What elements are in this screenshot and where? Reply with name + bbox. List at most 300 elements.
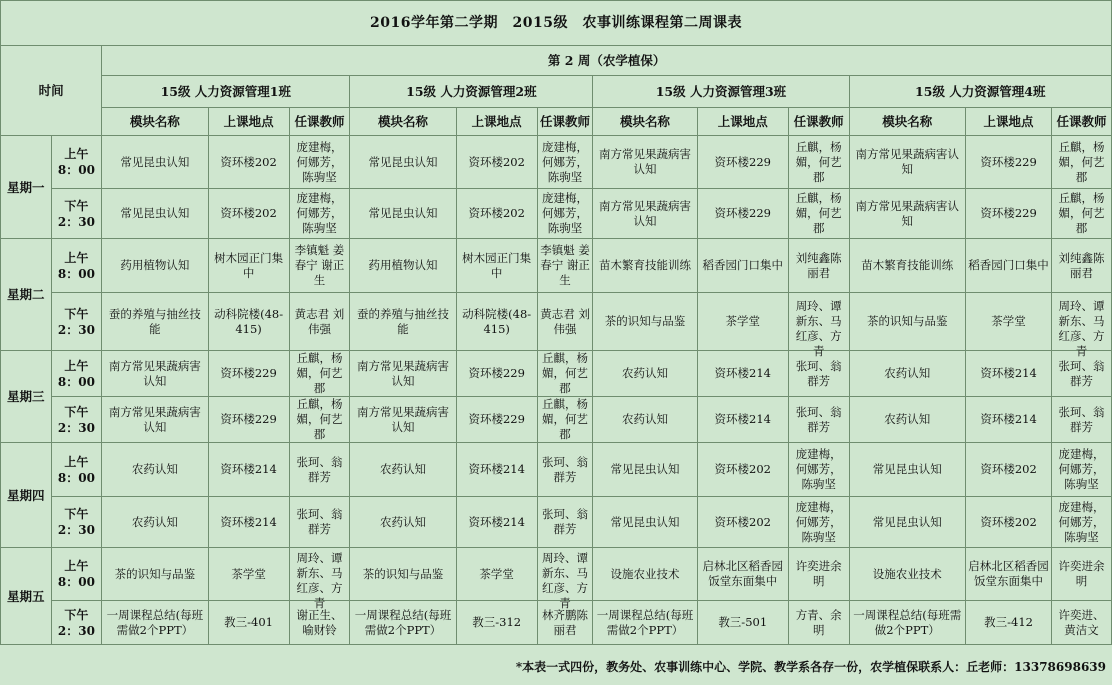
table-row — [1, 136, 1112, 189]
module-name-cell — [593, 351, 697, 397]
location-cell — [966, 397, 1052, 443]
module-name-cell — [849, 548, 965, 601]
time-label: 2：30 — [57, 214, 95, 229]
location-cell — [208, 397, 289, 443]
cell-text: 教三-412 — [984, 615, 1033, 629]
cell-text: 农药认知 — [884, 366, 931, 380]
cell-text: 南方常见果蔬病害认知 — [108, 404, 201, 434]
teacher-cell — [788, 136, 849, 189]
cell-text: 动科院楼(48-415) — [462, 306, 532, 336]
teacher-cell — [1052, 397, 1112, 443]
teacher-cell — [537, 351, 593, 397]
cell-text: 庞建梅，何娜芳，陈驹坚 — [1058, 447, 1105, 491]
teacher-cell — [289, 136, 350, 189]
module-name-cell — [350, 239, 456, 293]
teacher-cell — [289, 293, 350, 351]
cell-text: 丘麒，杨媚，何艺郡 — [795, 191, 842, 235]
cell-text: 丘麒，杨媚，何艺郡 — [296, 397, 343, 441]
cell-text: 南方常见果蔬病害认知 — [599, 147, 692, 176]
teacher-cell — [788, 189, 849, 239]
cell-text: 常见昆虫认知 — [610, 514, 680, 529]
module-name-cell — [102, 293, 208, 351]
cell-text: 谢正生、喻财铃 — [296, 607, 343, 637]
period-label: 上午 — [64, 250, 89, 265]
cell-text: 张珂、翁群芳 — [296, 507, 343, 536]
cell-text: 南方常见果蔬病害认知 — [357, 404, 449, 434]
location-cell — [966, 136, 1052, 189]
cell-text: 药用植物认知 — [368, 258, 438, 272]
cell-text: 庞建梅，何娜芳，陈驹坚 — [542, 139, 589, 184]
location-cell — [456, 293, 537, 351]
cell-text: 农药认知 — [622, 412, 669, 426]
module-name-cell — [849, 351, 965, 397]
module-name-cell — [102, 136, 208, 189]
cell-text: 一周课程总结(每班需做2个PPT） — [853, 607, 962, 637]
cell-text: 药用植物认知 — [120, 258, 190, 272]
module-name-cell — [350, 497, 456, 548]
module-name-cell — [350, 293, 456, 351]
time-slot — [51, 601, 102, 645]
cell-text: 常见昆虫认知 — [368, 154, 438, 169]
period-label: 下午 — [64, 404, 89, 419]
location-cell — [697, 497, 788, 548]
cell-text: 教三-312 — [472, 615, 522, 629]
cell-text: 许奕进、黄洁文 — [1058, 607, 1105, 637]
cell-text: 李镇魁 姜春宁 谢正生 — [294, 243, 345, 287]
period-label: 上午 — [64, 147, 89, 161]
module-name-cell — [593, 136, 697, 189]
cell-text: 常见昆虫认知 — [872, 462, 942, 476]
time-slot — [51, 351, 102, 397]
teacher-cell — [788, 397, 849, 443]
module-name-cell — [849, 397, 965, 443]
time-slot — [51, 443, 102, 497]
cell-text: 资环楼229 — [220, 412, 277, 426]
cell-text: 常见昆虫认知 — [872, 514, 942, 529]
period-label: 上午 — [64, 559, 89, 573]
teacher-cell — [1052, 189, 1112, 239]
table-row — [1, 293, 1112, 351]
time-label: 8：00 — [57, 374, 95, 389]
footer-note: *本表一式四份，教务处、农事训练中心、学院、教学系各存一份，农学植保联系人：丘老师：13378698639 — [515, 660, 1106, 674]
week-header: 第 2 周（农学植保） — [102, 46, 1112, 76]
module-name-cell — [350, 397, 456, 443]
cell-text: 设施农业技术 — [610, 566, 680, 581]
cell-text: 南方常见果蔬病害认知 — [855, 198, 960, 228]
cell-text: 许奕进余明 — [1058, 559, 1105, 588]
cell-text: 庞建梅，何娜芳，陈驹坚 — [542, 191, 589, 235]
teacher-cell — [788, 293, 849, 358]
module-name-cell — [350, 351, 456, 397]
cell-text: 茶的识知与品鉴 — [114, 566, 196, 581]
day-label: 星期五 — [1, 548, 52, 645]
module-name-cell — [593, 293, 697, 351]
cell-text: 许奕进余明 — [795, 559, 842, 588]
cell-text: 蚕的养殖与抽丝技能 — [108, 306, 201, 336]
module-name-cell — [102, 497, 208, 548]
module-name-cell — [350, 443, 456, 497]
cell-text: 丘麒，杨媚，何艺郡 — [542, 397, 589, 441]
cell-text: 张珂、翁群芳 — [542, 454, 589, 484]
location-cell — [966, 443, 1052, 497]
cell-text: 茶学堂 — [231, 566, 266, 581]
table-row — [1, 548, 1112, 601]
teacher-cell — [1052, 601, 1112, 645]
cell-text: 南方常见果蔬病害认知 — [108, 358, 201, 388]
module-name-cell — [350, 136, 456, 189]
module-name-cell — [849, 497, 965, 548]
module-name-cell — [849, 136, 965, 189]
cell-text: 资环楼202 — [980, 514, 1037, 529]
table-row — [1, 239, 1112, 293]
teacher-cell — [289, 601, 350, 645]
module-name-cell — [102, 601, 208, 645]
cell-text: 茶学堂 — [479, 566, 514, 581]
period-label: 上午 — [64, 454, 89, 469]
location-cell — [697, 397, 788, 443]
location-cell — [456, 601, 537, 645]
cell-text: 茶的识知与品鉴 — [604, 314, 686, 328]
cell-text: 农药认知 — [131, 462, 178, 476]
cell-text: 丘麒，杨媚，何艺郡 — [296, 351, 343, 395]
module-name-cell — [102, 397, 208, 443]
column-header: 模块名称 — [102, 108, 208, 136]
time-label: 2：30 — [57, 420, 95, 435]
cell-text: 一周课程总结(每班需做2个PPT） — [596, 607, 694, 637]
location-cell — [697, 601, 788, 645]
cell-text: 丘麒，杨媚，何艺郡 — [795, 139, 842, 184]
location-cell — [208, 239, 289, 293]
cell-text: 茶学堂 — [725, 314, 760, 328]
cell-text: 南方常见果蔬病害认知 — [855, 147, 960, 176]
location-cell — [966, 497, 1052, 548]
cell-text: 苗木繁育技能训练 — [861, 258, 954, 272]
cell-text: 设施农业技术 — [872, 566, 942, 581]
cell-text: 农药认知 — [131, 514, 178, 529]
location-cell — [456, 497, 537, 548]
time-slot — [51, 548, 102, 601]
cell-text: 周玲、谭新东、马红彦、方青 — [296, 551, 343, 610]
module-name-cell — [102, 443, 208, 497]
day-label: 星期四 — [1, 443, 52, 548]
cell-text: 丘麒，杨媚，何艺郡 — [1058, 139, 1105, 184]
time-slot — [51, 136, 102, 189]
cell-text: 农药认知 — [884, 412, 931, 426]
module-name-cell — [849, 239, 965, 293]
page-title: 2016学年第二学期 2015级 农事训练课程第二周课表 — [1, 1, 1112, 46]
cell-text: 农药认知 — [380, 514, 426, 529]
cell-text: 农药认知 — [380, 462, 426, 476]
location-cell — [208, 293, 289, 351]
time-slot — [51, 239, 102, 293]
cell-text: 周玲、谭新东、马红彦、方青 — [542, 551, 589, 610]
location-cell — [697, 548, 788, 601]
table-row — [1, 397, 1112, 443]
location-cell — [697, 443, 788, 497]
cell-text: 树木园正门集中 — [462, 250, 532, 280]
module-name-cell — [849, 443, 965, 497]
cell-text: 树木园正门集中 — [214, 250, 284, 280]
cell-text: 教三-501 — [718, 615, 768, 629]
location-cell — [456, 548, 537, 601]
teacher-cell — [1052, 293, 1112, 358]
teacher-cell — [537, 239, 593, 293]
teacher-cell — [289, 239, 350, 293]
module-name-cell — [350, 548, 456, 601]
module-name-cell — [593, 443, 697, 497]
cell-text: 张珂、翁群芳 — [542, 507, 589, 536]
time-label: 8：00 — [57, 163, 95, 177]
teacher-cell — [537, 443, 593, 497]
teacher-cell — [537, 293, 593, 351]
location-cell — [208, 548, 289, 601]
cell-text: 张珂、翁群芳 — [795, 404, 842, 434]
location-cell — [456, 397, 537, 443]
time-slot — [51, 397, 102, 443]
cell-text: 资环楼202 — [468, 206, 525, 220]
module-name-cell — [102, 351, 208, 397]
column-header: 任课教师 — [1052, 108, 1112, 136]
day-label: 星期一 — [1, 136, 52, 239]
time-header: 时间 — [1, 46, 102, 136]
teacher-cell — [788, 601, 849, 645]
cell-text: 资环楼202 — [468, 154, 525, 169]
teacher-cell — [1052, 497, 1112, 548]
location-cell — [456, 351, 537, 397]
location-cell — [966, 239, 1052, 293]
teacher-cell — [537, 397, 593, 443]
teacher-cell — [289, 351, 350, 397]
class-header-2: 15级 人力资源管理2班 — [350, 76, 593, 108]
cell-text: 黄志君 刘伟强 — [294, 306, 345, 336]
time-label: 2：30 — [57, 623, 95, 638]
cell-text: 资环楼229 — [468, 412, 525, 426]
module-name-cell — [102, 239, 208, 293]
cell-text: 常见昆虫认知 — [120, 206, 190, 220]
time-slot — [51, 293, 102, 351]
location-cell — [456, 239, 537, 293]
module-name-cell — [593, 601, 697, 645]
module-name-cell — [102, 548, 208, 601]
cell-text: 庞建梅，何娜芳，陈驹坚 — [1058, 499, 1105, 544]
cell-text: 资环楼229 — [714, 154, 771, 169]
cell-text: 庞建梅，何娜芳，陈驹坚 — [296, 191, 343, 235]
column-header: 模块名称 — [593, 108, 697, 136]
column-header: 任课教师 — [788, 108, 849, 136]
cell-text: 资环楼214 — [468, 462, 525, 476]
teacher-cell — [537, 136, 593, 189]
location-cell — [456, 189, 537, 239]
cell-text: 周玲、谭新东、马红彦、方青 — [1058, 298, 1105, 358]
cell-text: 林齐鹏陈丽君 — [542, 607, 589, 637]
cell-text: 资环楼229 — [468, 366, 525, 380]
teacher-cell — [289, 443, 350, 497]
period-label: 下午 — [64, 607, 89, 622]
module-name-cell — [593, 189, 697, 239]
column-header: 模块名称 — [350, 108, 456, 136]
time-label: 2：30 — [57, 523, 95, 537]
location-cell — [208, 497, 289, 548]
module-name-cell — [593, 397, 697, 443]
cell-text: 资环楼202 — [980, 462, 1037, 476]
cell-text: 刘纯鑫陈丽君 — [795, 250, 842, 280]
cell-text: 常见昆虫认知 — [120, 154, 190, 169]
location-cell — [966, 189, 1052, 239]
location-cell — [966, 548, 1052, 601]
cell-text: 茶的识知与品鉴 — [867, 314, 948, 328]
table-row — [1, 351, 1112, 397]
cell-text: 刘纯鑫陈丽君 — [1058, 250, 1105, 280]
teacher-cell — [289, 189, 350, 239]
cell-text: 资环楼202 — [714, 514, 771, 529]
location-cell — [966, 293, 1052, 351]
cell-text: 资环楼202 — [220, 206, 277, 220]
teacher-cell — [788, 548, 849, 601]
period-label: 下午 — [64, 306, 89, 321]
teacher-cell — [788, 497, 849, 548]
column-header: 上课地点 — [697, 108, 788, 136]
teacher-cell — [788, 239, 849, 293]
table-row — [1, 601, 1112, 645]
location-cell — [697, 136, 788, 189]
cell-text: 一周课程总结(每班需做2个PPT） — [354, 607, 452, 637]
cell-text: 资环楼229 — [980, 154, 1037, 169]
module-name-cell — [593, 548, 697, 601]
cell-text: 方青、余明 — [795, 607, 842, 637]
cell-text: 张珂、翁群芳 — [1058, 404, 1105, 434]
teacher-cell — [537, 497, 593, 548]
cell-text: 丘麒，杨媚，何艺郡 — [542, 351, 589, 395]
period-label: 下午 — [64, 198, 89, 213]
module-name-cell — [593, 497, 697, 548]
period-label: 下午 — [64, 507, 89, 521]
class-header-1: 15级 人力资源管理1班 — [102, 76, 350, 108]
cell-text: 资环楼214 — [468, 514, 525, 529]
location-cell — [966, 601, 1052, 645]
cell-text: 庞建梅，何娜芳，陈驹坚 — [795, 499, 842, 544]
column-header: 上课地点 — [456, 108, 537, 136]
cell-text: 资环楼229 — [220, 366, 277, 380]
time-label: 8：00 — [57, 470, 95, 485]
time-label: 8：00 — [57, 266, 95, 281]
teacher-cell — [289, 397, 350, 443]
location-cell — [697, 239, 788, 293]
location-cell — [208, 136, 289, 189]
column-header: 模块名称 — [849, 108, 965, 136]
time-label: 8：00 — [57, 575, 95, 589]
column-header: 上课地点 — [966, 108, 1052, 136]
teacher-cell — [788, 443, 849, 497]
class-header-4: 15级 人力资源管理4班 — [849, 76, 1111, 108]
cell-text: 南方常见果蔬病害认知 — [357, 358, 449, 388]
period-label: 上午 — [64, 358, 89, 373]
cell-text: 张珂、翁群芳 — [795, 358, 842, 388]
location-cell — [456, 443, 537, 497]
teacher-cell — [1052, 548, 1112, 601]
module-name-cell — [849, 601, 965, 645]
location-cell — [208, 189, 289, 239]
table-row — [1, 443, 1112, 497]
location-cell — [208, 443, 289, 497]
cell-text: 资环楼214 — [714, 412, 771, 426]
cell-text: 南方常见果蔬病害认知 — [599, 198, 692, 228]
time-label: 2：30 — [57, 322, 95, 337]
teacher-cell — [1052, 136, 1112, 189]
cell-text: 稻香园门口集中 — [968, 258, 1049, 272]
cell-text: 农药认知 — [622, 366, 669, 380]
cell-text: 资环楼202 — [714, 462, 771, 476]
column-header: 上课地点 — [208, 108, 289, 136]
teacher-cell — [289, 548, 350, 610]
location-cell — [208, 351, 289, 397]
location-cell — [456, 136, 537, 189]
teacher-cell — [537, 189, 593, 239]
cell-text: 茶的识知与品鉴 — [362, 566, 444, 581]
cell-text: 常见昆虫认知 — [368, 206, 438, 220]
time-slot — [51, 497, 102, 548]
cell-text: 资环楼214 — [980, 366, 1037, 380]
class-header-3: 15级 人力资源管理3班 — [593, 76, 849, 108]
location-cell — [208, 601, 289, 645]
cell-text: 资环楼202 — [220, 154, 277, 169]
teacher-cell — [289, 497, 350, 548]
day-label: 星期三 — [1, 351, 52, 443]
location-cell — [697, 189, 788, 239]
cell-text: 李镇魁 姜春宁 谢正生 — [540, 243, 590, 287]
teacher-cell — [537, 601, 593, 645]
table-row — [1, 497, 1112, 548]
cell-text: 动科院楼(48-415) — [214, 306, 284, 336]
module-name-cell — [350, 189, 456, 239]
cell-text: 蚕的养殖与抽丝技能 — [357, 306, 449, 336]
cell-text: 茶学堂 — [991, 314, 1026, 328]
cell-text: 苗木繁育技能训练 — [599, 258, 692, 272]
teacher-cell — [537, 548, 593, 610]
module-name-cell — [849, 189, 965, 239]
column-header: 任课教师 — [289, 108, 350, 136]
cell-text: 稻香园门口集中 — [702, 258, 783, 272]
cell-text: 教三-401 — [224, 615, 273, 629]
cell-text: 周玲、谭新东、马红彦、方青 — [795, 298, 842, 358]
location-cell — [697, 293, 788, 351]
cell-text: 资环楼214 — [980, 412, 1037, 426]
cell-text: 资环楼214 — [220, 514, 277, 529]
teacher-cell — [1052, 443, 1112, 497]
time-slot — [51, 189, 102, 239]
cell-text: 黄志君 刘伟强 — [540, 306, 590, 336]
cell-text: 启林北区稻香园饭堂东面集中 — [702, 559, 783, 588]
teacher-cell — [1052, 239, 1112, 293]
cell-text: 张珂、翁群芳 — [296, 454, 343, 484]
cell-text: 资环楼229 — [714, 206, 771, 220]
table-row — [1, 189, 1112, 239]
module-name-cell — [350, 601, 456, 645]
cell-text: 常见昆虫认知 — [610, 462, 680, 476]
column-header: 任课教师 — [537, 108, 593, 136]
cell-text: 张珂、翁群芳 — [1058, 358, 1105, 388]
cell-text: 资环楼214 — [714, 366, 771, 380]
cell-text: 资环楼229 — [980, 206, 1037, 220]
module-name-cell — [849, 293, 965, 351]
cell-text: 庞建梅，何娜芳，陈驹坚 — [296, 139, 343, 184]
day-label: 星期二 — [1, 239, 52, 351]
cell-text: 资环楼214 — [220, 462, 277, 476]
location-cell — [966, 351, 1052, 397]
module-name-cell — [102, 189, 208, 239]
cell-text: 庞建梅，何娜芳，陈驹坚 — [795, 447, 842, 491]
cell-text: 启林北区稻香园饭堂东面集中 — [968, 559, 1049, 588]
location-cell — [697, 351, 788, 397]
